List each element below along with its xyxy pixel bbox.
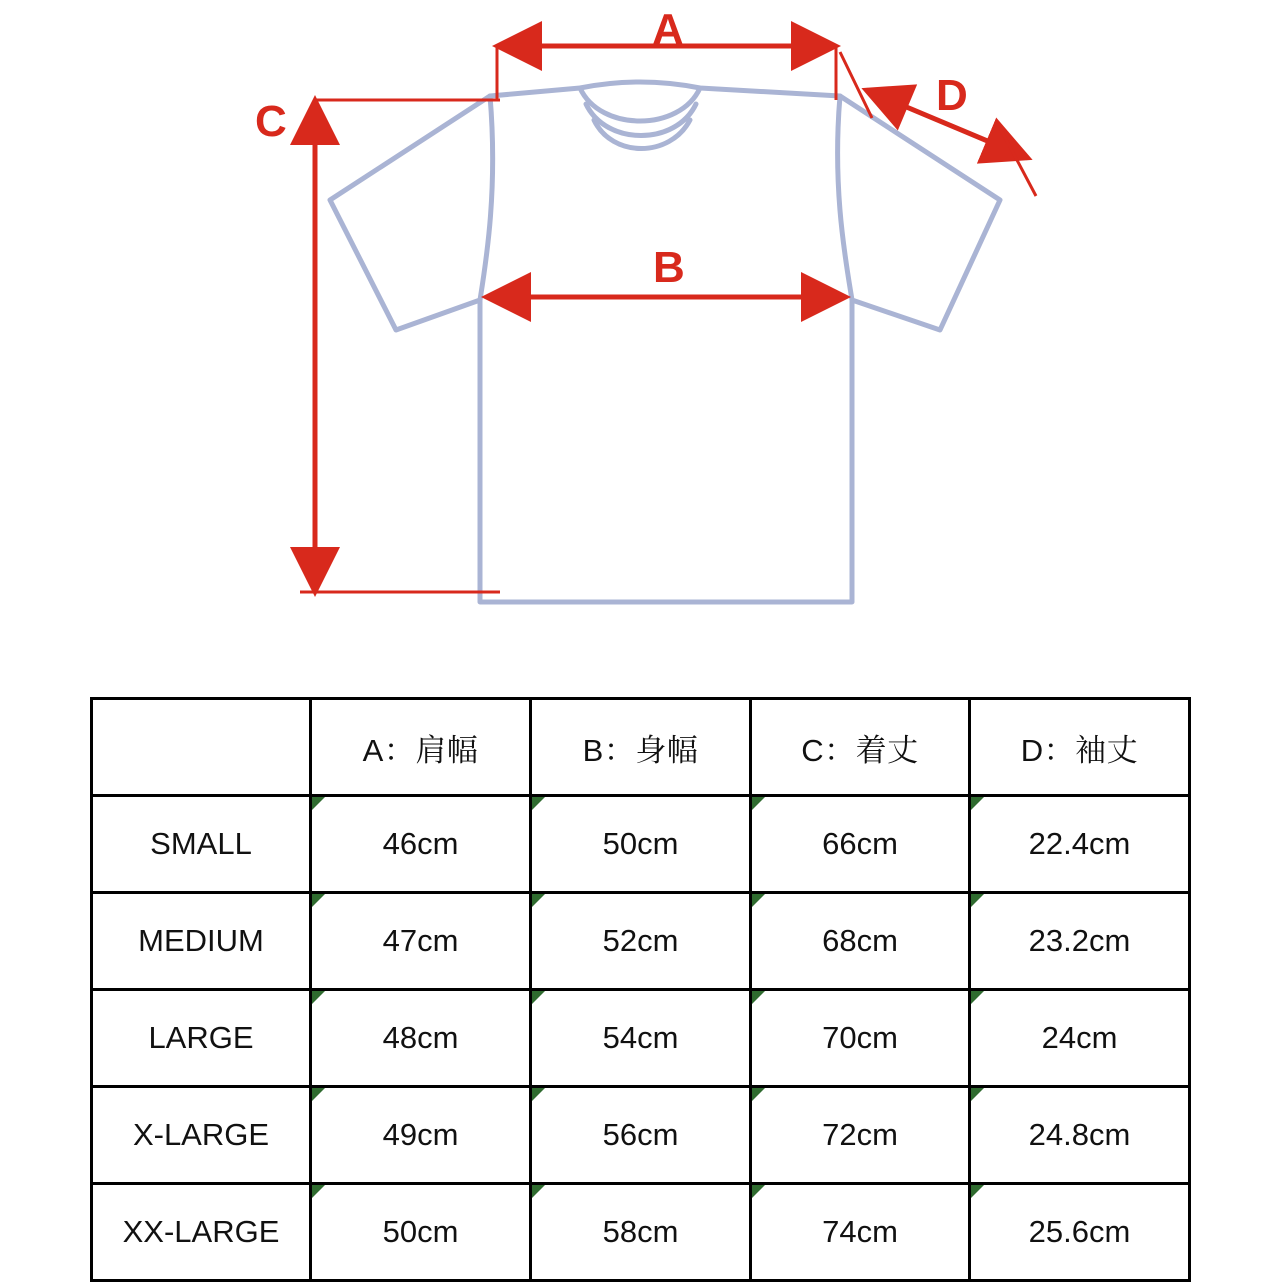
cell-c: 66cm [751, 796, 970, 893]
row-size-label: SMALL [92, 796, 311, 893]
cell-d: 23.2cm [970, 893, 1190, 990]
column-header-c: C：着丈 [751, 699, 970, 796]
row-size-label: XX-LARGE [92, 1184, 311, 1281]
cell-c: 72cm [751, 1087, 970, 1184]
column-header-d: D：袖丈 [970, 699, 1190, 796]
row-size-label: MEDIUM [92, 893, 311, 990]
cell-a: 50cm [311, 1184, 531, 1281]
dimension-a-label: A [652, 5, 684, 54]
cell-c: 68cm [751, 893, 970, 990]
cell-b: 58cm [531, 1184, 751, 1281]
table-row [92, 1087, 1190, 1184]
dimension-b-label: B [653, 243, 685, 292]
size-table [90, 697, 1191, 1282]
cell-d: 24cm [970, 990, 1190, 1087]
table-header-row [92, 699, 1190, 796]
cell-b: 56cm [531, 1087, 751, 1184]
cell-a: 47cm [311, 893, 531, 990]
cell-d: 22.4cm [970, 796, 1190, 893]
shirt-outline-icon [330, 82, 1000, 602]
dimension-d-label: D [936, 71, 968, 120]
cell-c: 74cm [751, 1184, 970, 1281]
cell-b: 50cm [531, 796, 751, 893]
cell-d: 25.6cm [970, 1184, 1190, 1281]
dimension-c [300, 100, 500, 592]
table-row [92, 796, 1190, 893]
cell-d: 24.8cm [970, 1087, 1190, 1184]
table-row [92, 893, 1190, 990]
cell-b: 52cm [531, 893, 751, 990]
cell-b: 54cm [531, 990, 751, 1087]
table-row [92, 1184, 1190, 1281]
table-row [92, 990, 1190, 1087]
row-size-label: X-LARGE [92, 1087, 311, 1184]
table-corner-cell [92, 699, 311, 796]
row-size-label: LARGE [92, 990, 311, 1087]
column-header-a: A：肩幅 [311, 699, 531, 796]
dimension-c-label: C [255, 97, 287, 146]
cell-a: 49cm [311, 1087, 531, 1184]
column-header-b: B：身幅 [531, 699, 751, 796]
cell-c: 70cm [751, 990, 970, 1087]
cell-a: 46cm [311, 796, 531, 893]
cell-a: 48cm [311, 990, 531, 1087]
